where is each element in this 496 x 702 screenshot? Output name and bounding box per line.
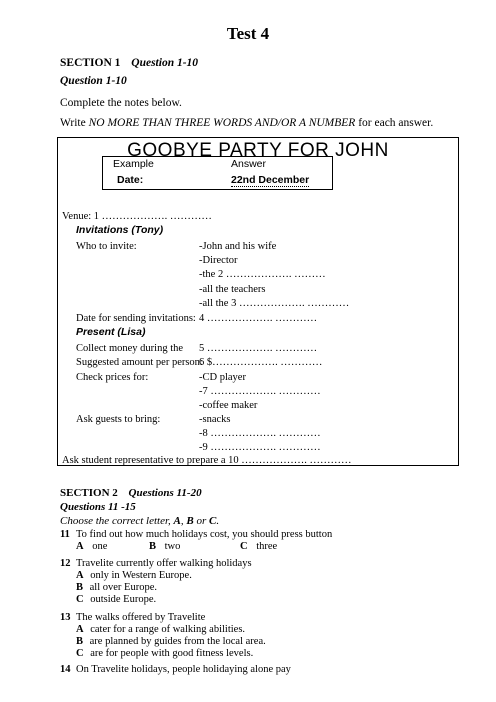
example-box	[102, 156, 333, 190]
who-item: -the 2 ………………. ………	[199, 269, 326, 280]
option-text: only in Western Europe.	[90, 570, 192, 581]
section2-question-range: Questions 11-20	[128, 487, 202, 499]
question-number: 13	[60, 612, 71, 623]
venue-line: Venue: 1 ………………. …………	[62, 211, 212, 222]
instruction-letter: B	[186, 515, 194, 527]
question-text: To find out how much holidays cost, you should press button	[76, 529, 333, 540]
option-letter: B	[76, 582, 84, 593]
bring-item: -snacks	[199, 414, 231, 425]
instruction-emphasis: NO MORE THAN THREE WORDS AND/OR A NUMBER	[88, 117, 356, 129]
page-title: Test 4	[226, 24, 270, 43]
question-text: On Travelite holidays, people holidaying alone pay	[76, 664, 291, 675]
option-letter: C	[76, 648, 84, 659]
section1-label: SECTION 1	[60, 57, 121, 69]
option-letter: B	[76, 636, 84, 647]
option-text: are for people with good fitness levels.	[90, 648, 254, 659]
option[interactable]	[240, 541, 277, 554]
option-letter: A	[76, 624, 84, 635]
section2-heading	[60, 486, 202, 500]
option-letter: A	[76, 570, 84, 581]
amount-label: Suggested amount per person:	[76, 357, 203, 368]
present-heading: Present (Lisa)	[76, 326, 146, 338]
who-item: -Director	[199, 255, 238, 266]
option[interactable]	[76, 582, 157, 595]
prices-label: Check prices for:	[76, 372, 149, 383]
who-item: -all the teachers	[199, 284, 266, 295]
question-text: Travelite currently offer walking holidays	[76, 558, 252, 569]
option[interactable]	[76, 570, 192, 583]
option[interactable]	[76, 636, 266, 649]
notes-box	[57, 137, 459, 466]
bring-item: -9 ………………. …………	[199, 442, 321, 453]
who-label: Who to invite:	[76, 241, 137, 252]
collect-value: 5 ………………. …………	[199, 343, 318, 354]
price-item: -coffee maker	[199, 400, 258, 411]
option-letter: B	[149, 541, 157, 552]
bring-label: Ask guests to bring:	[76, 414, 161, 425]
section1-question-range: Question 1-10	[131, 57, 199, 69]
date-send-label: Date for sending invitations:	[76, 313, 196, 324]
option-letter: C	[240, 541, 248, 552]
date-send-value: 4 ………………. …………	[199, 313, 318, 324]
instruction-letter: C	[209, 515, 217, 527]
instruction-text: or	[193, 515, 210, 527]
section1-heading	[60, 56, 198, 70]
option-text: outside Europe.	[90, 594, 157, 605]
option-text: two	[164, 541, 181, 552]
option-letter: A	[76, 541, 84, 552]
option-letter: C	[76, 594, 84, 605]
section2-subheading: Questions 11 -15	[60, 501, 136, 513]
option[interactable]	[76, 541, 107, 554]
bring-item: -8 ………………. …………	[199, 428, 321, 439]
answer-label: Answer	[231, 158, 267, 170]
example-label: Example	[113, 158, 154, 170]
option-text: three	[256, 541, 278, 552]
section1-instruction-2	[60, 116, 433, 130]
option[interactable]	[149, 541, 180, 554]
question-number: 11	[60, 529, 70, 540]
option-text: cater for a range of walking abilities.	[90, 624, 246, 635]
instruction-text: Choose the correct letter,	[60, 515, 174, 527]
section1-subheading: Question 1-10	[60, 75, 127, 87]
instruction-text: .	[216, 515, 220, 527]
instruction-letter: A	[173, 515, 181, 527]
student-rep-line: Ask student representative to prepare a 10 ………………. …………	[62, 455, 352, 466]
instruction-text: Write	[60, 117, 89, 129]
option-text: one	[92, 541, 108, 552]
who-item: -all the 3 ………………. …………	[199, 298, 350, 309]
question-number: 12	[60, 558, 71, 569]
section1-instruction-1: Complete the notes below.	[60, 97, 182, 109]
question-number: 14	[60, 664, 71, 675]
instruction-text: for each answer.	[355, 117, 434, 129]
who-item: -John and his wife	[199, 241, 277, 252]
instruction-text: ,	[180, 515, 187, 527]
collect-label: Collect money during the	[76, 343, 184, 354]
option[interactable]	[76, 594, 156, 607]
option[interactable]	[76, 648, 253, 661]
section2-label: SECTION 2	[60, 487, 118, 499]
option-text: are planned by guides from the local area.	[89, 636, 266, 647]
option[interactable]	[76, 624, 245, 637]
section2-instruction	[60, 514, 219, 528]
option-text: all over Europe.	[89, 582, 157, 593]
question-text: The walks offered by Travelite	[76, 612, 206, 623]
example-date-value: 22nd December	[231, 174, 310, 186]
price-item: -CD player	[199, 372, 246, 383]
invitations-heading: Invitations (Tony)	[76, 224, 164, 236]
notes-banner: GOOBYE PARTY FOR JOHN	[127, 140, 389, 161]
example-date-label: Date:	[117, 174, 144, 186]
price-item: -7 ………………. …………	[199, 386, 321, 397]
amount-value: 6 $………………. …………	[199, 357, 323, 368]
